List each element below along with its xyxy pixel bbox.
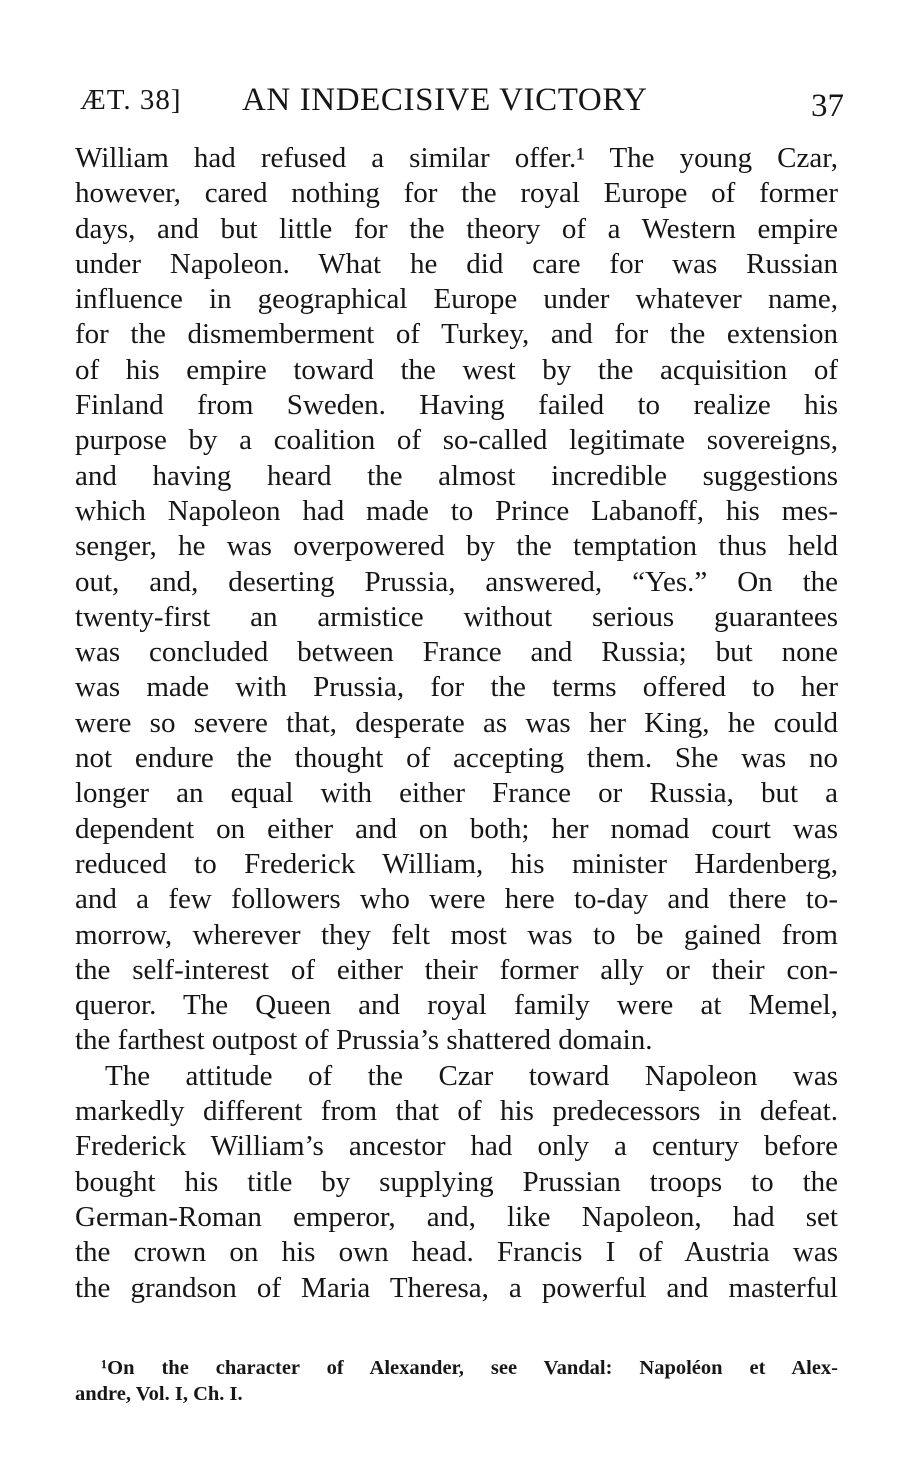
text-line: days, and but little for the theory of a Western empire — [75, 212, 838, 245]
text-line: were so severe that, desperate as was her King, he could — [75, 706, 838, 739]
text-line: under Napoleon. What he did care for was Russian — [75, 247, 838, 280]
text-line: was made with Prussia, for the terms offered to her — [75, 671, 838, 704]
text-line: the farthest outpost of Prussia’s shattered domain. — [75, 1024, 653, 1057]
text-line: morrow, wherever they felt most was to be gained from — [75, 918, 838, 951]
text-line: German-Roman emperor, and, like Napoleon, had set — [75, 1200, 838, 1233]
running-header — [80, 78, 844, 122]
text-line: for the dismemberment of Turkey, and for the extension — [75, 318, 838, 351]
text-line: the self-interest of either their former ally or their con- — [75, 953, 838, 986]
text-line: twenty-first an armistice without serious guarantees — [75, 600, 838, 633]
text-line: the grandson of Maria Theresa, a powerful and masterful — [75, 1271, 838, 1304]
text-line: the crown on his own head. Francis I of Austria was — [75, 1236, 838, 1269]
footnote-line: andre, Vol. I, Ch. I. — [75, 1383, 243, 1405]
text-line: dependent on either and on both; her nomad court was — [75, 812, 838, 845]
text-line: however, cared nothing for the royal Europe of former — [75, 177, 838, 210]
text-line: Frederick William’s ancestor had only a century before — [75, 1130, 838, 1163]
text-line: and having heard the almost incredible suggestions — [75, 459, 838, 492]
running-title: AN INDECISIVE VICTORY — [242, 82, 648, 118]
text-line: influence in geographical Europe under whatever name, — [75, 283, 838, 316]
text-line: Finland from Sweden. Having failed to realize his — [75, 389, 838, 422]
text-line: longer an equal with either France or Russia, but a — [75, 777, 838, 810]
text-line: and a few followers who were here to-day and there to- — [75, 883, 838, 916]
header-age-marker: ÆT. 38] — [80, 84, 182, 116]
footnote — [75, 1355, 838, 1407]
text-line: not endure the thought of accepting them. She was no — [75, 742, 838, 775]
text-line: was concluded between France and Russia; but none — [75, 636, 838, 669]
text-line: markedly different from that of his predecessors in defeat. — [75, 1095, 838, 1128]
text-line: which Napoleon had made to Prince Labanoff, his mes- — [75, 494, 838, 527]
page-number: 37 — [811, 88, 844, 124]
text-line: bought his title by supplying Prussian troops to the — [75, 1165, 838, 1198]
body-text — [75, 141, 838, 1306]
text-line: William had refused a similar offer.¹ The young Czar, — [75, 142, 838, 174]
paragraph-start-line: The attitude of the Czar toward Napoleon was — [105, 1059, 838, 1092]
text-line: of his empire toward the west by the acquisition of — [75, 353, 838, 386]
footnote-line: ¹On the character of Alexander, see Vandal: Napoléon et Alex- — [101, 1357, 838, 1379]
text-line: reduced to Frederick William, his minister Hardenberg, — [75, 847, 838, 880]
text-line: purpose by a coalition of so-called legitimate sovereigns, — [75, 424, 838, 457]
text-line: out, and, deserting Prussia, answered, “Yes.” On the — [75, 565, 838, 598]
text-line: senger, he was overpowered by the temptation thus held — [75, 530, 838, 563]
text-line: queror. The Queen and royal family were at Memel, — [75, 989, 838, 1022]
